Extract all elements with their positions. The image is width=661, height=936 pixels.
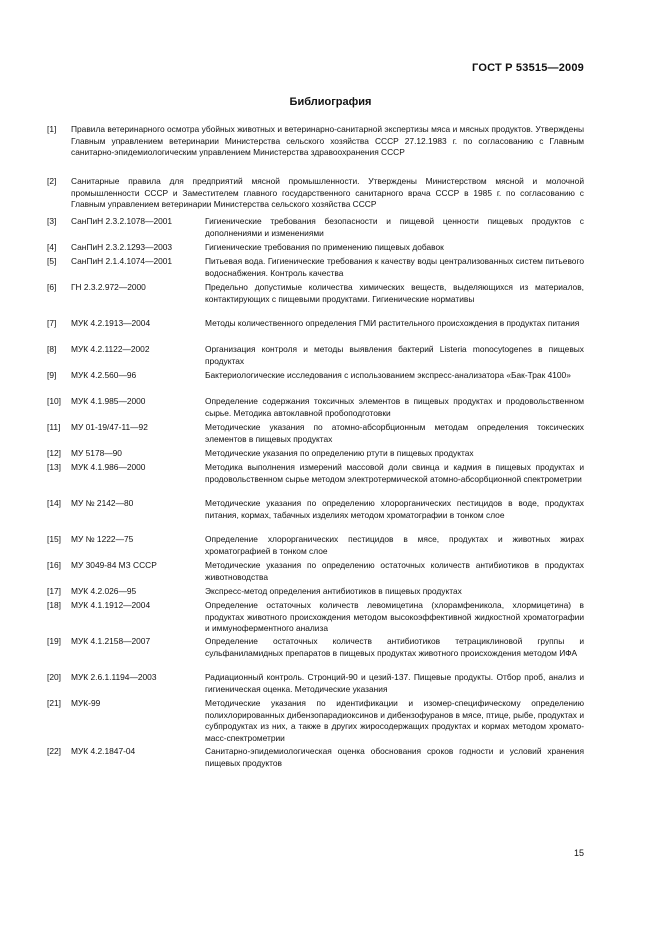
entry-code: МУ 01-19/47-11—92	[71, 422, 148, 432]
entry-number: [4]	[47, 242, 57, 252]
bibliography-entry	[47, 256, 584, 279]
entry-description: Определение содержания токсичных элементов в пищевых продуктах и продовольственном сырье. Методика автоклавной пробоподготовки	[205, 396, 584, 418]
bibliography-entry	[47, 448, 584, 460]
bibliography-entry	[47, 586, 584, 598]
entry-description: Методические указания по атомно-абсорбционным методам определения токсических элементов в пищевых продуктах	[205, 422, 584, 444]
bibliography-entry	[47, 422, 584, 445]
entry-code: МУК 4.1.986—2000	[71, 462, 146, 472]
entry-number: [1]	[47, 124, 57, 134]
entry-number: [16]	[47, 560, 61, 570]
entry-number: [7]	[47, 318, 57, 328]
bibliography-entry	[47, 636, 584, 659]
gost-header: ГОСТ Р 53515—2009	[472, 62, 584, 74]
entry-code: МУК 4.2.1122—2002	[71, 344, 150, 354]
entry-number: [5]	[47, 256, 57, 266]
entry-description: Санитарные правила для предприятий мясной промышленности. Утверждены Министерством мясной и молочной промышленности СССР и Заместителем главного государственного санитарного врача СССР в 1985 г. по согласованию с Главным управлением ветеринарии Министерства сельского хозяйства СССР	[71, 176, 584, 210]
entry-description: Предельно допустимые количества химических веществ, выделяющихся из материалов, контактирующих с пищевыми продуктами. Гигиенические нормативы	[205, 282, 584, 304]
entry-description: Методика выполнения измерений массовой доли свинца и кадмия в пищевых продуктах и продовольственном сырье методом электротермической атомно-абсорбционной спектрометрии	[205, 462, 584, 484]
bibliography-entry	[47, 370, 584, 382]
bibliography-entry	[47, 124, 584, 159]
bibliography-entry	[47, 672, 584, 695]
entry-number: [21]	[47, 698, 61, 708]
bibliography-entry	[47, 242, 584, 254]
bibliography-title: Библиография	[289, 96, 372, 108]
entry-code: МУ № 2142—80	[71, 498, 134, 508]
entry-description: Санитарно-эпидемиологическая оценка обоснования сроков годности и условий хранения пищевых продуктов	[205, 746, 584, 768]
entry-code: СанПиН 2.3.2.1293—2003	[71, 242, 173, 252]
entry-description: Определение остаточных количеств антибиотиков тетрациклиновой группы и сульфаниламидных препаратов в пищевых продуктах животного происхождения методом ИФА	[205, 636, 584, 658]
bibliography-entry	[47, 318, 584, 330]
entry-code: МУК 4.2.026—95	[71, 586, 137, 596]
bibliography-entry	[47, 216, 584, 239]
entry-description: Организация контроля и методы выявления бактерий Listeria monocytogenes в пищевых продуктах	[205, 344, 584, 366]
entry-number: [19]	[47, 636, 61, 646]
entry-number: [18]	[47, 600, 61, 610]
entry-description: Определение остаточных количеств левомицетина (хлорамфеникола, хлормицетина) в продуктах животного происхождения методом высокоэффективной жидкостной хроматографии и иммуноферментного анализа	[205, 600, 584, 634]
bibliography-entry	[47, 396, 584, 419]
entry-description: Радиационный контроль. Стронций-90 и цезий-137. Пищевые продукты. Отбор проб, анализ и гигиеническая оценка. Методические указания	[205, 672, 584, 694]
entry-code: МУК 4.1.2158—2007	[71, 636, 151, 646]
entry-number: [17]	[47, 586, 61, 596]
entry-number: [12]	[47, 448, 61, 458]
entry-number: [2]	[47, 176, 57, 186]
bibliography-entry	[47, 462, 584, 485]
bibliography-entry	[47, 534, 584, 557]
bibliography-entry	[47, 344, 584, 367]
entry-description: Гигиенические требования безопасности и пищевой ценности пищевых продуктов с дополнениями и изменениями	[205, 216, 584, 238]
entry-number: [22]	[47, 746, 61, 756]
entry-code: МУК 4.1.985—2000	[71, 396, 146, 406]
entry-code: МУК 2.6.1.1194—2003	[71, 672, 157, 682]
entry-code: СанПиН 2.1.4.1074—2001	[71, 256, 173, 266]
entry-code: МУ 5178—90	[71, 448, 122, 458]
bibliography-entry	[47, 746, 584, 769]
entry-description: Бактериологические исследования с использованием экспресс-анализатора «Бак-Трак 4100»	[205, 370, 571, 380]
bibliography-entry	[47, 176, 584, 211]
entry-description: Методические указания по определению остаточных количеств антибиотиков в продуктах животноводства	[205, 560, 584, 582]
entry-code: МУК 4.2.1913—2004	[71, 318, 151, 328]
entry-code: МУ № 1222—75	[71, 534, 134, 544]
entry-number: [11]	[47, 422, 61, 432]
bibliography-entry	[47, 282, 584, 305]
entry-code: МУК 4.1.1912—2004	[71, 600, 151, 610]
entry-description: Определение хлорорганических пестицидов в мясе, продуктах и животных жирах хроматографией в тонком слое	[205, 534, 584, 556]
entry-number: [3]	[47, 216, 57, 226]
entry-code: ГН 2.3.2.972—2000	[71, 282, 146, 292]
entry-description: Методические указания по идентификации и изомер-специфическому определению полихлорированных дибензопарадиоксинов и дибензофуранов в мясе, птице, рыбе, продуктах и субпродуктах из них, а также в других жиросодержащих продуктах и кормах методом хромато-масс-спектрометрии	[205, 698, 584, 743]
entry-number: [10]	[47, 396, 61, 406]
entry-description: Экспресс-метод определения антибиотиков в пищевых продуктах	[205, 586, 462, 596]
entry-code: МУК 4.2.560—96	[71, 370, 137, 380]
entry-description: Методы количественного определения ГМИ растительного происхождения в продуктах питания	[205, 318, 580, 328]
entry-description: Питьевая вода. Гигиенические требования к качеству воды централизованных систем питьевого водоснабжения. Контроль качества	[205, 256, 584, 278]
entry-number: [20]	[47, 672, 61, 682]
bibliography-entry	[47, 698, 584, 744]
entry-description: Гигиенические требования по применению пищевых добавок	[205, 242, 444, 252]
entry-code: МУК-99	[71, 698, 101, 708]
entry-number: [14]	[47, 498, 61, 508]
page-number: 15	[573, 848, 584, 858]
entry-code: СанПиН 2.3.2.1078—2001	[71, 216, 173, 226]
entry-number: [6]	[47, 282, 57, 292]
entry-number: [9]	[47, 370, 57, 380]
bibliography-entry	[47, 498, 584, 521]
entry-number: [13]	[47, 462, 61, 472]
entry-description: Правила ветеринарного осмотра убойных животных и ветеринарно-санитарной экспертизы мяса и мясных продуктов. Утверждены Главным управлением ветеринарии Министерства сельского хозяйства СССР 27.12.1983 г. по согласованию с Главным санитарно-эпидемиологическим управлением Министерства здравоохранения СССР	[71, 124, 584, 158]
entry-code: МУК 4.2.1847-04	[71, 746, 136, 756]
entry-number: [8]	[47, 344, 57, 354]
bibliography-entry	[47, 560, 584, 583]
bibliography-entry	[47, 600, 584, 635]
entry-code: МУ 3049-84 МЗ СССР	[71, 560, 157, 570]
entry-description: Методические указания по определению хлорорганических пестицидов в воде, продуктах питания, кормах, табачных изделиях методом хроматографии в тонком слое	[205, 498, 584, 520]
entry-description: Методические указания по определению ртути в пищевых продуктах	[205, 448, 474, 458]
entry-number: [15]	[47, 534, 61, 544]
